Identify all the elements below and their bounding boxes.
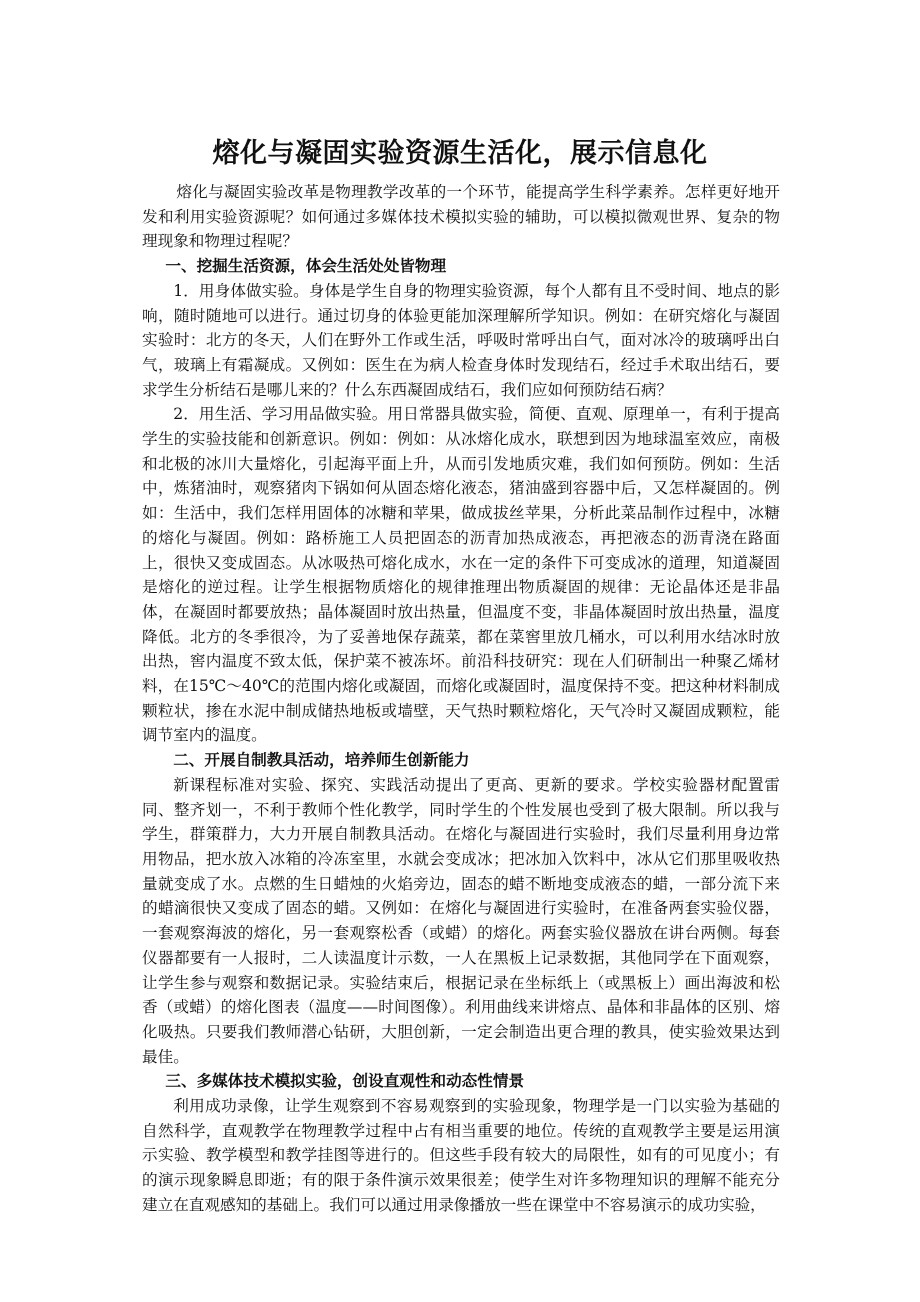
section-1-paragraph-1: 1．用身体做实验。身体是学生自身的物理实验资源，每个人都有且不受时间、地点的影响，随时随地可以进行。通过切身的体验更能加深理解所学知识。例如：在研究熔化与凝固实验时：北方的冬天，人们在野外工作或生活，呼吸时常呼出白气，面对冰冷的玻璃呼出白气，玻璃上有霜凝成。又例如：医生在为病人检查身体时发现结石，经过手术取出结石，要求学生分析结石是哪儿来的？什么东西凝固成结石，我们应如何预防结石病？ <box>142 281 780 399</box>
section-1-paragraph-2: 2．用生活、学习用品做实验。用日常器具做实验，简便、直观、原理单一，有利于提高学生的实验技能和创新意识。例如：例如：从冰熔化成水，联想到因为地球温室效应，南极和北极的冰川大量熔化，引起海平面上升，从而引发地质灾难，我们如何预防。例如：生活中，炼猪油时，观察猪肉下锅如何从固态熔化液态，猪油盛到容器中后，又怎样凝固的。例如：生活中，我们怎样用固体的冰糖和苹果，做成拔丝苹果，分析此菜品制作过程中，冰糖的熔化与凝固。例如：路桥施工人员把固态的沥青加热成液态，再把液态的沥青浇在路面上，很快又变成固态。从冰吸热可熔化成水，水在一定的条件下可变成冰的道理，知道凝固是熔化的逆过程。让学生根据物质熔化的规律推理出物质凝固的规律：无论晶体还是非晶体，在凝固时都要放热；晶体凝固时放出热量，但温度不变，非晶体凝固时放出热量，温度降低。北方的冬季很冷，为了妥善地保存蔬菜，都在菜窖里放几桶水，可以利用水结冰时放出热，窖内温度不致太低，保护菜不被冻坏。前沿科技研究：现在人们研制出一种聚乙烯材料，在15℃～40℃的范围内熔化或凝固，而熔化或凝固时，温度保持不变。把这种材料制成颗粒状，掺在水泥中制成储热地板或墙壁，天气热时颗粒熔化，天气冷时又凝固成颗粒，能调节室内的温度。 <box>142 405 780 745</box>
document-title: 熔化与凝固实验资源生活化，展示信息化 <box>212 138 708 170</box>
section-heading-1: 一、挖掘生活资源，体会生活处处皆物理 <box>165 257 447 276</box>
section-heading-3: 三、多媒体技术模拟实验，创设直观性和动态性情景 <box>165 1072 525 1091</box>
section-3-paragraph-1: 利用成功录像，让学生观察到不容易观察到的实验现象，物理学是一门以实验为基础的自然科学，直观教学在物理教学过程中占有相当重要的地位。传统的直观教学主要是运用演示实验、教学模型和教学挂图等进行的。但这些手段有较大的局限性，如有的可见度小；有的演示现象瞬息即逝；有的限于条件演示效果很差；使学生对许多物理知识的理解不能充分建立在直观感知的基础上。我们可以通过用录像播放一些在课堂中不容易演示的成功实验， <box>142 1097 780 1214</box>
section-2-paragraph-1: 新课程标准对实验、探究、实践活动提出了更高、更新的要求。学校实验器材配置雷同、整齐划一，不利于教师个性化教学，同时学生的个性发展也受到了极大限制。所以我与学生，群策群力，大力开展自制教具活动。在熔化与凝固进行实验时，我们尽量利用身边常用物品，把水放入冰箱的冷冻室里，水就会变成冰；把冰加入饮料中，冰从它们那里吸收热量就变成了水。点燃的生日蜡烛的火焰旁边，固态的蜡不断地变成液态的蜡，一部分流下来的蜡滴很快又变成了固态的蜡。又例如：在熔化与凝固进行实验时，在准备两套实验仪器，一套观察海波的熔化，另一套观察松香（或蜡）的熔化。两套实验仪器放在讲台两侧。每套仪器都要有一人报时，二人读温度计示数，一人在黑板上记录数据，其他同学在下面观察，让学生参与观察和数据记录。实验结束后，根据记录在坐标纸上（或黑板上）画出海波和松香（或蜡）的熔化图表（温度——时间图像）。利用曲线来讲熔点、晶体和非晶体的区别、熔化吸热。只要我们教师潜心钻研，大胆创新，一定会制造出更合理的教具，使实验效果达到最佳。 <box>142 775 780 1066</box>
section-heading-2: 二、开展自制教具活动，培养师生创新能力 <box>173 751 470 770</box>
document-body <box>142 180 780 1218</box>
intro-paragraph: 熔化与凝固实验改革是物理教学改革的一个环节，能提高学生科学素养。怎样更好地开发和利用实验资源呢？如何通过多媒体技术模拟实验的辅助，可以模拟微观世界、复杂的物理现象和物理过程呢？ <box>142 183 780 251</box>
